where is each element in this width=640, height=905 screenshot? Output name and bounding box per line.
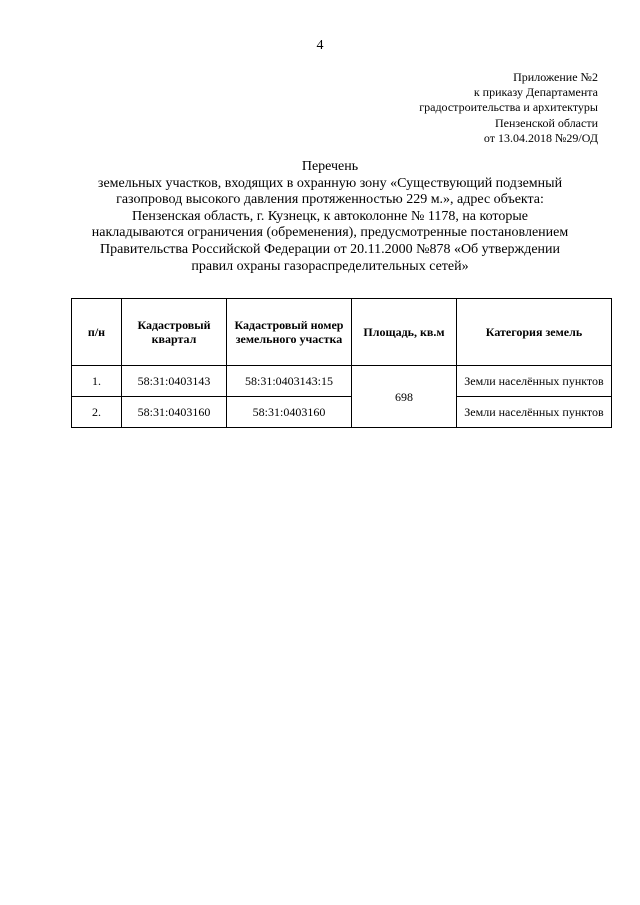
header-cadnum: Кадастровый номер земельного участка [227,299,352,366]
table-row [72,366,612,397]
cell-quarter: 58:31:0403160 [122,397,227,428]
cell-area: 698 [352,366,457,428]
table-header-row [72,299,612,366]
appendix-line: Пензенской области [495,115,598,130]
page-number: 4 [316,38,324,53]
table-row [72,397,612,428]
cell-category: Земли населённых пунктов [457,397,612,428]
land-plots-table [71,298,612,428]
cell-cadnum: 58:31:0403143:15 [227,366,352,397]
cell-cadnum: 58:31:0403160 [227,397,352,428]
header-category: Категория земель [457,299,612,366]
cell-quarter: 58:31:0403143 [122,366,227,397]
appendix-line: градостроительства и архитектуры [419,100,598,115]
cell-num: 1. [72,366,122,397]
title-line: газопровод высокого давления протяженностью 229 м.», адрес объекта: [116,192,544,208]
title-line: Пензенская область, г. Кузнецк, к автоколонне № 1178, на которые [132,208,528,224]
land-plots-table-wrap [71,298,612,428]
appendix-line: от 13.04.2018 №29/ОД [483,130,598,145]
cell-category: Земли населённых пунктов [457,366,612,397]
title-line: накладываются ограничения (обременения), предусмотренные постановлением [91,225,569,241]
appendix-line: Приложение №2 [513,70,598,84]
title-line: правил охраны газораспределительных сетей» [191,258,469,274]
appendix-block [419,70,598,146]
document-title [60,159,600,275]
appendix-line: к приказу Департамента [473,85,598,100]
title-heading: Перечень [301,159,359,174]
title-line: Правительства Российской Федерации от 20.11.2000 №878 «Об утверждении [99,241,561,257]
header-area: Площадь, кв.м [352,299,457,366]
cell-num: 2. [72,397,122,428]
header-quarter: Кадастровый квартал [122,299,227,366]
header-num: п/н [72,299,122,366]
title-line: земельных участков, входящих в охранную зону «Существующий подземный [97,175,563,191]
